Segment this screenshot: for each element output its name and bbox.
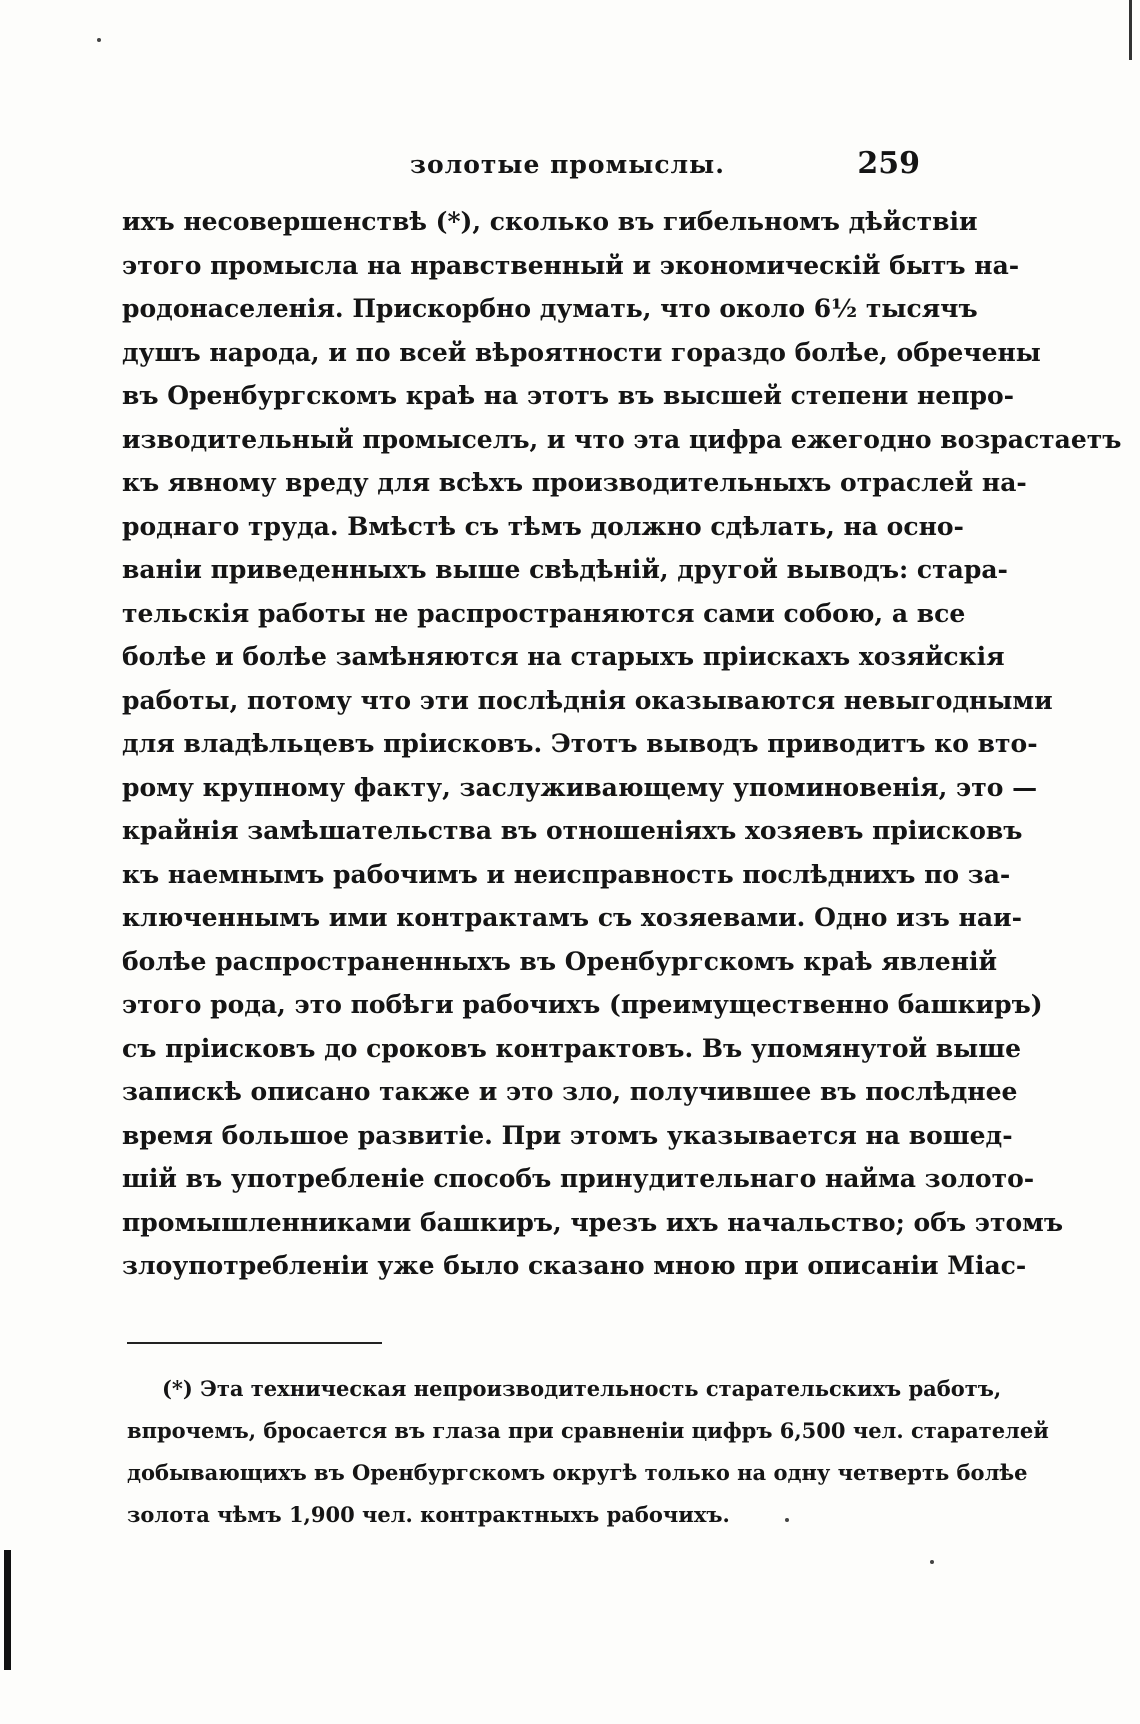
text-line: промышленниками башкиръ, чрезъ ихъ начальство; объ этомъ bbox=[122, 1207, 1064, 1237]
scan-speck bbox=[97, 38, 101, 42]
text-line: этого рода, это побѣги рабочихъ (преимущественно башкиръ) bbox=[122, 990, 1043, 1019]
text-line: изводительный промыселъ, и что эта цифра ежегодно возрастаетъ bbox=[122, 424, 1122, 454]
text-line: этого промысла на нравственный и экономическій бытъ на- bbox=[122, 250, 1020, 280]
footnote-rule bbox=[127, 1342, 382, 1344]
footnote-line: золота чѣмъ 1,900 чел. контрактныхъ рабочихъ. bbox=[127, 1502, 730, 1527]
text-line: рому крупному факту, заслуживающему упоминовенія, это — bbox=[122, 772, 1038, 802]
footnote-line: добывающихъ въ Оренбургскомъ округѣ только на одну четверть болѣе bbox=[127, 1460, 1028, 1485]
text-line: въ Оренбургскомъ краѣ на этотъ въ высшей степени непро- bbox=[122, 381, 1015, 410]
footnote-line: впрочемъ, бросается въ глаза при сравненіи цифръ 6,500 чел. старателей bbox=[127, 1418, 1049, 1443]
page-number: 259 bbox=[857, 146, 920, 181]
footnote-line: (*) Эта техническая непроизводительность старательскихъ работъ, bbox=[162, 1376, 1002, 1401]
text-line: къ наемнымъ рабочимъ и неисправность послѣднихъ по за- bbox=[122, 859, 1011, 889]
running-title: золотые промыслы. bbox=[410, 150, 725, 179]
text-line: шій въ употребленіе способъ принудительнаго найма золото- bbox=[122, 1164, 1035, 1193]
text-line: болѣе распространенныхъ въ Оренбургскомъ краѣ явленій bbox=[122, 946, 998, 976]
text-line: ваніи приведенныхъ выше свѣдѣній, другой выводъ: стара- bbox=[122, 555, 1008, 584]
text-line: время большое развитіе. При этомъ указывается на вошед- bbox=[122, 1120, 1013, 1150]
text-line: болѣе и болѣе замѣняются на старыхъ пріискахъ хозяйскія bbox=[122, 642, 1005, 671]
scan-speck bbox=[930, 1560, 934, 1564]
text-line: съ пріисковъ до сроковъ контрактовъ. Въ упомянутой выше bbox=[122, 1033, 1021, 1063]
text-line: работы, потому что эти послѣднія оказываются невыгодными bbox=[122, 685, 1053, 715]
scan-edge-mark bbox=[4, 1550, 11, 1670]
text-line: ключеннымъ ими контрактамъ съ хозяевами. Одно изъ наи- bbox=[122, 903, 1022, 932]
text-line: злоупотребленіи уже было сказано мною при описаніи Міас- bbox=[122, 1251, 1027, 1280]
text-line: тельскія работы не распространяются сами собою, а все bbox=[122, 598, 966, 628]
running-head bbox=[320, 146, 920, 190]
footnote bbox=[127, 1368, 1049, 1536]
scan-edge-mark bbox=[1129, 0, 1132, 60]
body-text bbox=[122, 200, 1122, 1288]
text-line: душъ народа, и по всей вѣроятности гораздо болѣе, обречены bbox=[122, 337, 1041, 367]
text-line: крайнія замѣшательства въ отношеніяхъ хозяевъ пріисковъ bbox=[122, 816, 1023, 845]
text-line: для владѣльцевъ пріисковъ. Этотъ выводъ приводитъ ко вто- bbox=[122, 729, 1038, 758]
text-line: роднаго труда. Вмѣстѣ съ тѣмъ должно сдѣлать, на осно- bbox=[122, 511, 964, 541]
text-line: ихъ несовершенствѣ (*), сколько въ гибельномъ дѣйствіи bbox=[122, 207, 978, 236]
text-line: родонаселенія. Прискорбно думать, что около 6½ тысячъ bbox=[122, 294, 978, 323]
text-line: запискѣ описано также и это зло, получившее въ послѣднее bbox=[122, 1077, 1018, 1106]
text-line: къ явному вреду для всѣхъ производительныхъ отраслей на- bbox=[122, 468, 1027, 497]
